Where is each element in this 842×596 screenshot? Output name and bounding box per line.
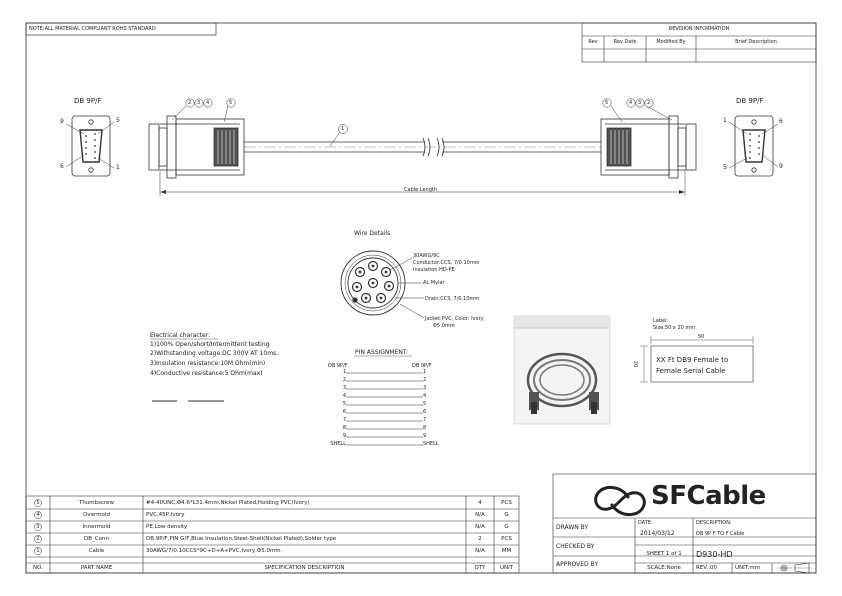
wire-label-insulation: Insulation:HD-PE <box>413 267 455 273</box>
parts-header-desc: SPECIFICATION DESCRIPTION <box>264 565 345 571</box>
electrical-title: Electrical character: <box>150 332 211 339</box>
left-db9-face-icon <box>66 116 114 176</box>
wire-label-mylar: AL Mylar <box>423 280 445 286</box>
wire-label-conductor: Conductor:CCS, 7/0.10mm <box>413 260 480 266</box>
parts-header-name: PART NAME <box>80 565 113 571</box>
parts-cell-no: 2 <box>36 536 40 542</box>
approved-by-label: APPROVED BY <box>556 561 599 568</box>
right-pin-5: 5 <box>723 164 727 171</box>
pin-left-label: 2 <box>342 377 346 383</box>
wire-label-diameter: Φ5.0mm <box>433 323 455 329</box>
pin-right-label: SHELL <box>423 441 439 447</box>
left-connector-title: DB 9P/F <box>74 97 102 105</box>
pin-right-header: DB 9P/F <box>412 363 432 369</box>
label-size: Size:50 x 20 mm <box>653 325 696 331</box>
packaged-cable-photo-icon <box>514 316 610 424</box>
balloon-2-left: 2 <box>188 100 192 106</box>
sfcable-logo-icon <box>596 487 645 514</box>
parts-cell-qty: 4 <box>478 500 482 506</box>
right-connector-side-icon <box>601 116 696 178</box>
parts-cell-name: Thumbscrew <box>78 500 115 506</box>
label-dim-height: 20 <box>632 361 638 368</box>
left-pin-1: 1 <box>116 164 120 171</box>
scale-value: SCALE:None <box>647 565 681 571</box>
rohs-note: NOTE:ALL MATERIAL COMPLIANT ROHS STANDARD <box>29 26 156 32</box>
balloon-3-left: 3 <box>197 100 201 106</box>
parts-cell-no: 1 <box>36 548 40 554</box>
parts-cell-unit: PCS <box>501 500 512 506</box>
parts-cell-unit: PCS <box>501 536 512 542</box>
part-number: D930-HD <box>696 549 733 559</box>
revision-col-description: Brief Description <box>735 39 777 45</box>
revision-col-date: Rev Date <box>613 39 637 45</box>
parts-cell-desc: PE,Low density <box>146 524 188 530</box>
pin-left-label: 9 <box>342 433 346 439</box>
pin-left-label: SHELL <box>330 441 346 447</box>
label-dim-width: 50 <box>698 334 705 340</box>
pin-left-label: 3 <box>342 385 346 391</box>
parts-cell-no: 4 <box>36 512 40 518</box>
pin-left-label: 8 <box>342 425 346 431</box>
left-pin-9: 9 <box>60 118 64 125</box>
right-pin-1: 1 <box>723 117 727 124</box>
revision-col-modified: Modified By <box>656 39 686 45</box>
cable-icon <box>244 138 601 156</box>
pin-left-label: 6 <box>342 409 346 415</box>
parts-cell-name: Cable <box>88 548 105 554</box>
checked-by-label: CHECKED BY <box>556 543 595 550</box>
pin-left-label: 5 <box>342 401 346 407</box>
parts-header-qty: QTY <box>474 565 486 571</box>
pin-right-label: 5 <box>423 401 427 407</box>
parts-cell-unit: G <box>504 512 509 518</box>
sheet-count: SHEET 1 of 1 <box>646 551 682 557</box>
parts-cell-no: 3 <box>36 524 40 530</box>
label-text-line2: Female Serial Cable <box>656 367 726 375</box>
balloon-leaders <box>172 99 672 146</box>
pin-right-label: 8 <box>423 425 427 431</box>
date-label: DATE: <box>638 520 653 526</box>
left-connector-side-icon <box>149 116 244 178</box>
projection-symbol-icon <box>778 563 812 573</box>
parts-cell-qty: 2 <box>478 536 482 542</box>
cable-length-label: Cable Length <box>404 187 438 193</box>
revision-title: REVISION INFORMATION <box>668 26 730 32</box>
balloon-4-left: 4 <box>206 100 210 106</box>
parts-cell-name: DB_Conn <box>84 536 109 542</box>
description-value: DB 9P F TO F Cable <box>696 531 745 537</box>
parts-cell-desc: #4-40UNC,Φ4.6*L31.4mm,Nickel Plated,Holding PVC(Ivory) <box>146 500 310 506</box>
parts-cell-unit: MM <box>501 548 512 554</box>
right-connector-title: DB 9P/F <box>736 97 764 105</box>
right-db9-face-icon <box>729 116 778 176</box>
parts-header-unit: UNIT <box>499 565 514 571</box>
electrical-line-3: 3)Insulation resistance:10M Ohm(min) <box>150 360 266 367</box>
company-logo-text: SFCable <box>651 481 766 511</box>
pin-wiring-lines <box>346 373 423 445</box>
unit-value: UNIT:mm <box>735 565 761 571</box>
revision-value: REV.:00 <box>696 565 717 571</box>
pin-right-label: 3 <box>423 385 427 391</box>
description-label: DESCRIPTION: <box>696 520 732 526</box>
pin-right-label: 9 <box>423 433 427 439</box>
balloon-3-right: 3 <box>638 100 642 106</box>
pin-left-label: 4 <box>342 393 346 399</box>
parts-cell-unit: G <box>504 524 509 530</box>
balloon-4-right: 4 <box>629 100 633 106</box>
parts-cell-qty: N/A <box>475 548 485 554</box>
right-pin-6: 6 <box>779 118 783 125</box>
balloon-5-left: 5 <box>229 100 233 106</box>
balloon-5-right: 5 <box>605 100 609 106</box>
left-pin-6: 6 <box>60 163 64 170</box>
parts-cell-desc: 30AWG/7/0.10CCS*9C+D+A+PVC,Ivory,Φ5.0mm <box>146 548 281 554</box>
label-text-line1: XX Ft DB9 Female to <box>656 356 729 364</box>
pin-right-label: 2 <box>423 377 427 383</box>
pin-left-label: 1 <box>342 369 346 375</box>
pin-right-label: 6 <box>423 409 427 415</box>
parts-cell-desc: DB 9P/F,PIN G/F,Blue Insulation,Steel-Shell(Nickel Plated),Solder type <box>146 536 337 542</box>
wire-cross-section-icon <box>341 251 424 318</box>
revision-col-rev: Rev <box>588 39 598 45</box>
balloon-2-right: 2 <box>647 100 651 106</box>
wire-label-drain: Drain:CCS, 7/0.10mm <box>425 296 480 302</box>
pin-right-label: 4 <box>423 393 427 399</box>
electrical-line-1: 1)100% Open/short/Intermittent testing <box>150 341 270 348</box>
wire-label-jacket: Jacket:PVC, Color: Ivory <box>425 316 484 322</box>
label-title: Label: <box>653 318 669 324</box>
left-pin-5: 5 <box>116 117 120 124</box>
pin-left-header: DB 9P/F <box>328 363 348 369</box>
parts-cell-no: 5 <box>36 500 40 506</box>
electrical-line-2: 2)Withstanding voltage:DC 300V AT 10ms. <box>150 350 279 357</box>
right-pin-9: 9 <box>779 163 783 170</box>
balloon-1-cable: 1 <box>341 126 345 132</box>
pin-right-label: 7 <box>423 417 427 423</box>
date-value: 2014/03/12 <box>640 530 675 537</box>
pin-right-label: 1 <box>423 369 427 375</box>
drawn-by-label: DRAWN BY <box>556 524 589 531</box>
parts-header-no: NO. <box>33 565 43 571</box>
pin-left-label: 7 <box>342 417 346 423</box>
parts-cell-name: Innermold <box>82 524 111 530</box>
parts-cell-qty: N/A <box>475 524 485 530</box>
parts-cell-qty: N/A <box>475 512 485 518</box>
pin-assignment-title: PIN ASSIGNMENT: <box>355 349 408 356</box>
parts-cell-name: Overmold <box>83 512 110 518</box>
wire-details-title: Wire Details <box>354 230 391 237</box>
electrical-line-4: 4)Conductive resistance:5 Ohm(max) <box>150 370 263 377</box>
parts-cell-desc: PVC,45P,Ivory <box>146 512 185 518</box>
wire-label-awg: 30AWG/9C <box>413 253 440 259</box>
